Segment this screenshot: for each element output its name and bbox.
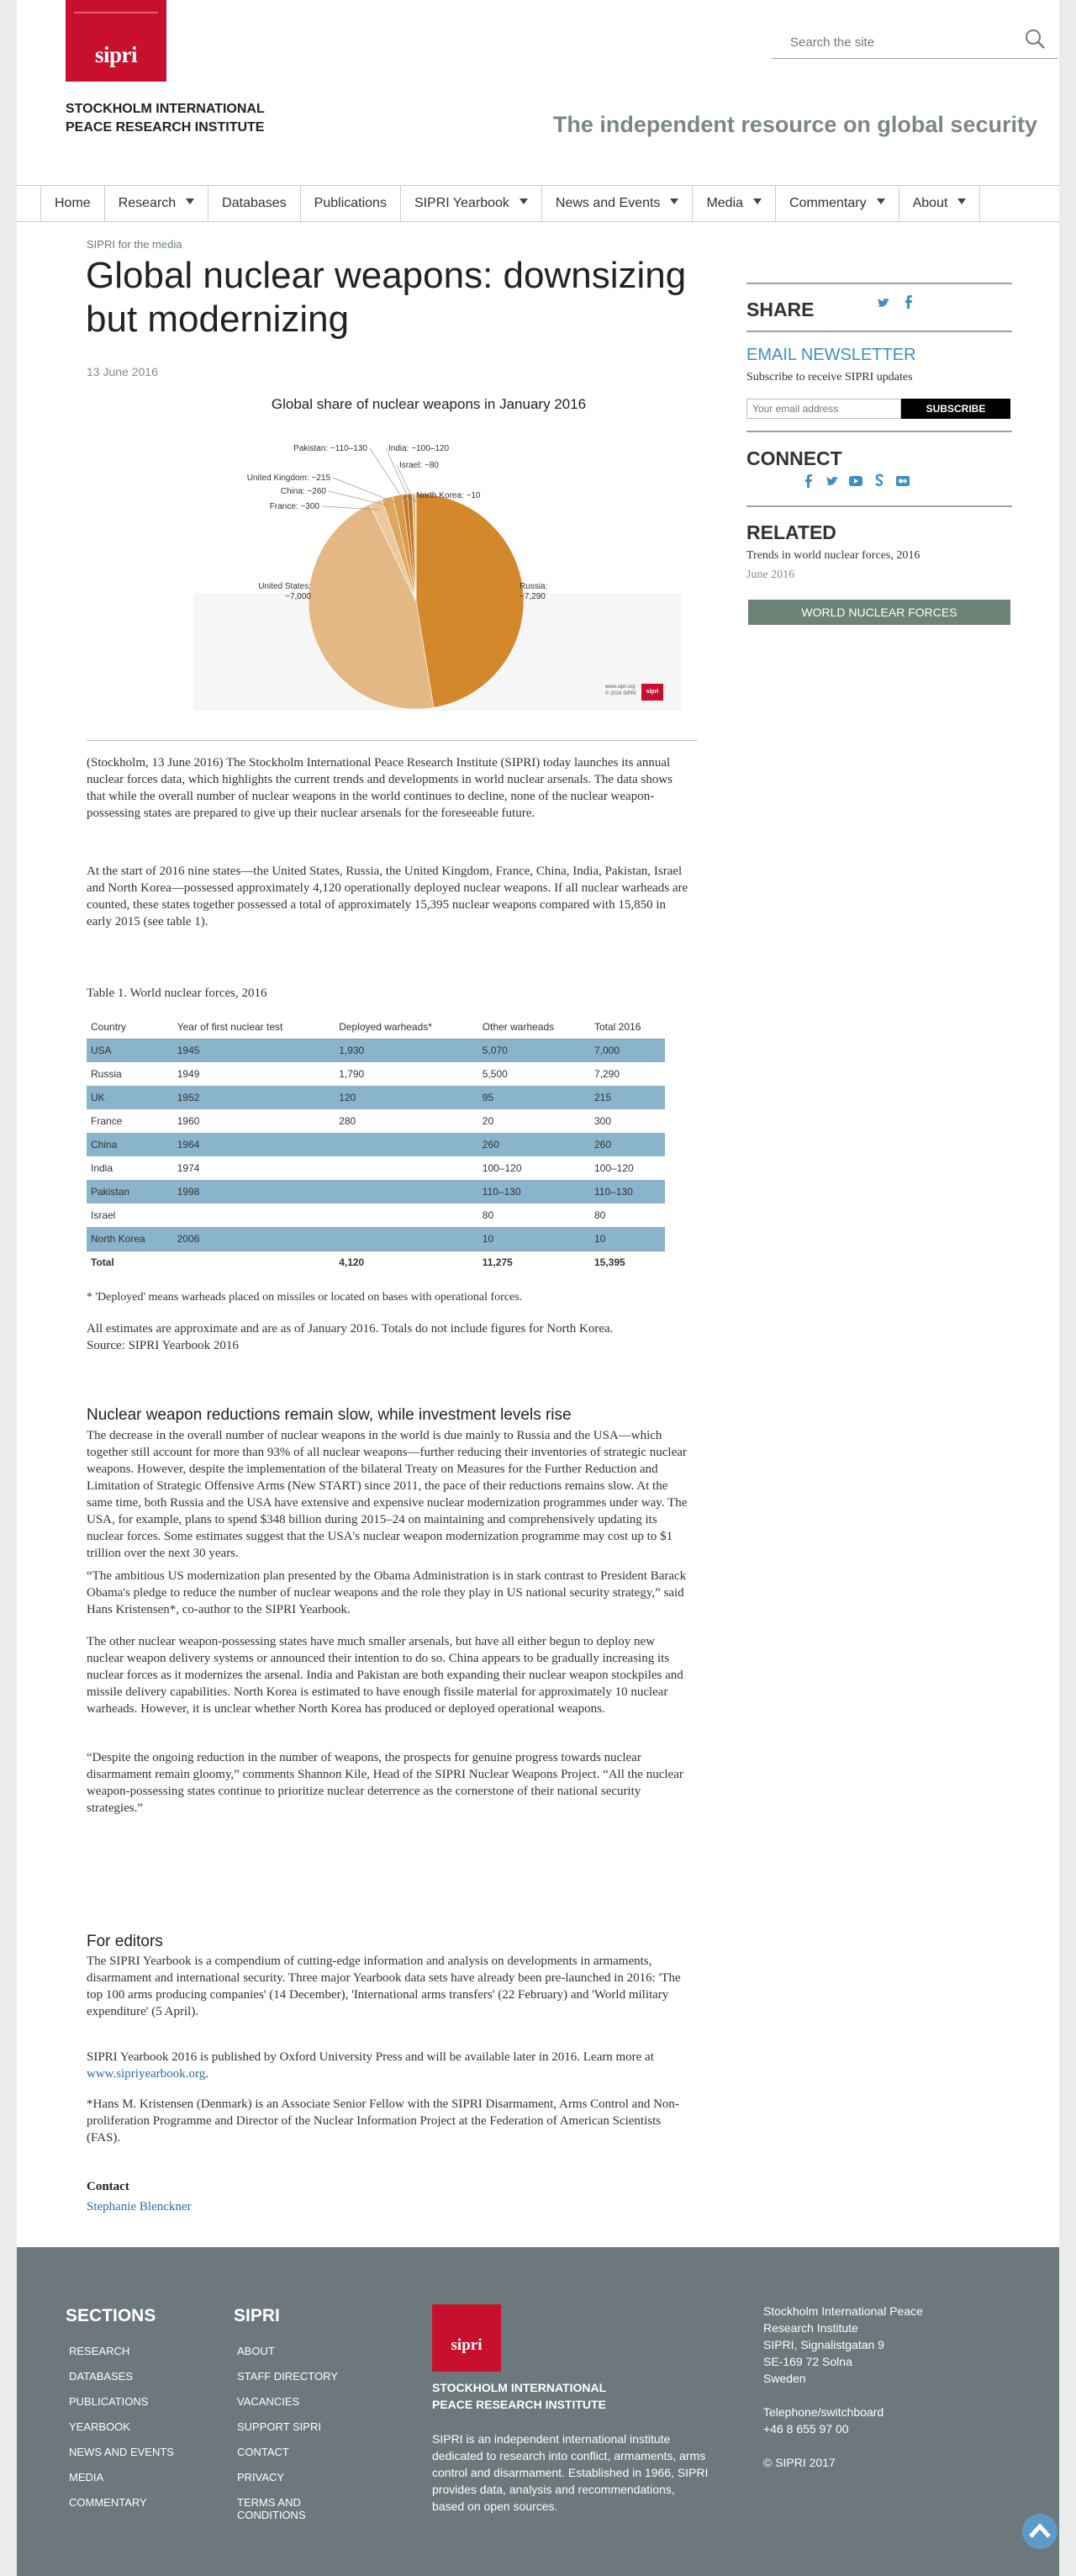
estimates-note bbox=[87, 1320, 692, 1354]
pie-label-name: Israel: ~80 bbox=[399, 461, 439, 470]
table-cell: Russia bbox=[91, 1068, 122, 1080]
pie-label-pakistan bbox=[293, 444, 367, 453]
footer-link[interactable]: NEWS AND EVENTS bbox=[69, 2446, 174, 2458]
nav-item-label: Media bbox=[706, 196, 744, 210]
share-rule bbox=[746, 283, 1012, 284]
table-row bbox=[87, 1039, 665, 1062]
pie-chart bbox=[177, 391, 699, 721]
copyright: © SIPRI 2017 bbox=[763, 2456, 836, 2469]
section-paragraph-4: “Despite the ongoing reduction in the number of weapons, the prospects for genuine progress towards nuclear disarmament remain gloomy,” comments Shannon Kile, Head of the SIPRI Nuclear Weapons Project. “All the nuclear weapon-possessing states continue to prioritize nuclear deterrence as the cornerstone of their national security strategies.” bbox=[87, 1751, 683, 1815]
article-date: 13 June 2016 bbox=[87, 365, 158, 378]
nav-item-news-and-events[interactable] bbox=[542, 186, 694, 221]
org-name-line1: STOCKHOLM INTERNATIONAL bbox=[66, 102, 265, 116]
logo-text: sipri bbox=[94, 42, 137, 67]
nav-item-label: Research bbox=[118, 196, 177, 210]
chart-logo: sipri bbox=[641, 684, 663, 701]
footer-link[interactable]: ABOUT bbox=[237, 2345, 275, 2357]
table-total-cell: 4,120 bbox=[335, 1251, 478, 1274]
footer-link[interactable]: RESEARCH bbox=[69, 2345, 130, 2357]
table-cell: France bbox=[91, 1115, 123, 1127]
intro-paragraph-1: (Stockholm, 13 June 2016) The Stockholm International Peace Research Institute (SIPRI) today launches its annual nuclear forces data, which highlights the current trends and developments in world nuclear arsenals. The data shows that while the overall number of nuclear weapons in the world continues to decline, none of the nuclear weapon-possessing states are prepared to give up their nuclear arsenals for the foreseeable future. bbox=[87, 756, 673, 820]
pie-label-name: Pakistan: ~110–130 bbox=[293, 444, 367, 453]
pie-label-united-states bbox=[258, 582, 311, 601]
nav-item-media[interactable] bbox=[693, 186, 776, 221]
address-line-5: Sweden bbox=[763, 2372, 806, 2385]
page-title: Global nuclear weapons: downsizing but modernizing bbox=[86, 255, 687, 340]
section-paragraph-2: “The ambitious US modernization plan presented by the Obama Administration is in stark contrast to President Barack Obama's pledge to reduce the number of nuclear weapons and the role they play in US national security strategy,” said Hans Kristensen*, co-author to the SIPRI Yearbook. bbox=[87, 1569, 687, 1616]
table-cell: 260 bbox=[478, 1133, 590, 1156]
nuclear-forces-table bbox=[87, 1016, 665, 1274]
main-nav bbox=[17, 185, 1059, 222]
breadcrumb[interactable]: SIPRI for the media bbox=[87, 238, 182, 251]
footer-link[interactable]: STAFF DIRECTORY bbox=[237, 2370, 338, 2383]
related-rule bbox=[746, 505, 1012, 507]
table-cell: 1949 bbox=[177, 1068, 200, 1080]
pie-slice-russia bbox=[416, 494, 524, 707]
chart-source-url: www.sipri.org bbox=[605, 685, 636, 690]
page bbox=[17, 0, 1059, 2576]
nav-item-label: SIPRI Yearbook bbox=[414, 196, 509, 210]
table-cell: UK bbox=[87, 1086, 173, 1109]
table-cell bbox=[335, 1133, 478, 1156]
table-header-cell: Year of first nuclear test bbox=[173, 1016, 335, 1039]
newsletter-heading: EMAIL NEWSLETTER bbox=[746, 346, 916, 364]
nav-item-label: Commentary bbox=[789, 196, 867, 210]
footer-link[interactable]: PRIVACY bbox=[237, 2471, 285, 2483]
table-row bbox=[87, 1156, 665, 1180]
section-heading: Nuclear weapon reductions remain slow, while investment levels rise bbox=[87, 1406, 572, 1424]
table-cell: Pakistan bbox=[87, 1180, 173, 1203]
nav-list bbox=[40, 186, 980, 221]
table-cell: 20 bbox=[482, 1115, 494, 1127]
footer-link[interactable]: YEARBOOK bbox=[69, 2420, 130, 2433]
table-cell: 1974 bbox=[177, 1162, 200, 1174]
connect-heading: CONNECT bbox=[746, 447, 842, 469]
intro-paragraph-2: At the start of 2016 nine states—the United States, Russia, the United Kingdom, France, China, India, Pakistan, Israel and North Korea—possessed approximately 4,120 operationally deployed nuclear weapons. If all nuclear warheads are counted, these states together possessed a total of approximately 15,395 nuclear weapons compared with 15,850 in early 2015 (see table 1). bbox=[87, 865, 688, 928]
logo-rule bbox=[74, 12, 158, 13]
table-cell bbox=[335, 1156, 478, 1180]
sections-heading: SECTIONS bbox=[66, 2306, 156, 2325]
caret-down-icon bbox=[877, 198, 885, 204]
youtube-icon[interactable] bbox=[848, 473, 863, 489]
table-cell: 1964 bbox=[173, 1133, 335, 1156]
editors-paragraph-3: *Hans M. Kristensen (Denmark) is an Associate Senior Fellow with the SIPRI Disarmament, Arms Control and Non-proliferation Programme and Director of the Nuclear Information Project at the Federation of American Scientists (FAS). bbox=[87, 2097, 679, 2145]
nav-item-publications[interactable] bbox=[301, 186, 401, 221]
footer-link[interactable]: DATABASES bbox=[69, 2370, 134, 2383]
table-cell: USA bbox=[87, 1039, 173, 1062]
related-date: June 2016 bbox=[746, 569, 795, 581]
subscribe-button[interactable]: SUBSCRIBE bbox=[901, 399, 1010, 419]
nav-item-databases[interactable] bbox=[208, 186, 301, 221]
sipri-heading: SIPRI bbox=[234, 2306, 280, 2325]
address-line-4: SE-169 72 Solna bbox=[763, 2355, 852, 2368]
pie-label-name: India: ~100–120 bbox=[388, 444, 450, 453]
footer-link[interactable]: CONTACT bbox=[237, 2446, 289, 2458]
table-header-cell: Total 2016 bbox=[590, 1016, 665, 1039]
table-cell: 110–130 bbox=[478, 1180, 590, 1203]
twitter-icon[interactable] bbox=[825, 473, 840, 489]
pie-label-france bbox=[270, 502, 320, 511]
table-cell: Israel bbox=[91, 1209, 116, 1221]
table-caption: Table 1. World nuclear forces, 2016 bbox=[87, 986, 267, 1000]
caret-down-icon bbox=[753, 198, 762, 204]
newsletter-text: Subscribe to receive SIPRI updates bbox=[746, 371, 913, 383]
table-cell: 80 bbox=[482, 1209, 494, 1221]
table-cell: 1945 bbox=[173, 1039, 335, 1062]
search-icon[interactable] bbox=[1022, 27, 1049, 54]
table-cell: 110–130 bbox=[590, 1180, 665, 1203]
label-leader-line bbox=[386, 448, 410, 502]
related-title[interactable]: Trends in world nuclear forces, 2016 bbox=[746, 549, 920, 562]
newsletter-rule bbox=[746, 331, 1012, 332]
table-header-row bbox=[87, 1016, 665, 1039]
label-leader-line bbox=[329, 491, 389, 506]
pie-label-india bbox=[388, 444, 449, 453]
footer bbox=[17, 2247, 1059, 2576]
caret-down-icon bbox=[670, 198, 678, 204]
footer-org-line1: STOCKHOLM INTERNATIONAL bbox=[432, 2381, 607, 2394]
footer-contact bbox=[763, 2303, 948, 2471]
pie-label-value: ~7,290 bbox=[520, 592, 546, 601]
table-total-row bbox=[87, 1251, 665, 1274]
footer-org-name bbox=[432, 2379, 606, 2413]
caret-down-icon bbox=[520, 198, 528, 204]
table-cell: 215 bbox=[590, 1086, 665, 1109]
table-row bbox=[87, 1109, 665, 1133]
estimates-line-1: All estimates are approximate and are as of January 2016. Totals do not include figures for North Korea. bbox=[87, 1322, 614, 1336]
slideshare-icon[interactable] bbox=[872, 473, 887, 489]
facebook-icon[interactable] bbox=[901, 294, 916, 309]
table-row bbox=[87, 1133, 665, 1156]
nav-item-label: Home bbox=[55, 196, 91, 210]
footer-org-line2: PEACE RESEARCH INSTITUTE bbox=[432, 2398, 606, 2411]
table-header-cell: Deployed warheads* bbox=[335, 1016, 478, 1039]
table-footnote: * 'Deployed' means warheads placed on missiles or located on bases with operational forces. bbox=[87, 1291, 523, 1304]
table-cell bbox=[335, 1203, 478, 1227]
pie-label-israel bbox=[399, 461, 439, 470]
pie-label-name: China: ~260 bbox=[280, 487, 326, 496]
chart-source-copyright: © 2016 SIPRI bbox=[605, 691, 636, 696]
table-cell: 100–120 bbox=[482, 1162, 522, 1174]
pie-label-north-korea bbox=[416, 491, 481, 500]
table-cell bbox=[173, 1203, 335, 1227]
org-name bbox=[66, 100, 265, 137]
table-cell: 1,790 bbox=[339, 1068, 365, 1080]
section-paragraph-3: The other nuclear weapon-possessing states have much smaller arsenals, but have all either begun to deploy new nuclear weapon delivery systems or announced their intention to do so. China appears to be gradually increasing its nuclear forces as it modernizes the arsenal. India and Pakistan are both expanding their nuclear weapon stockpiles and missile delivery capabilities. North Korea is estimated to have enough fissile material for approximately 10 nuclear warheads. However, it is unclear whether North Korea has produced or deployed operational weapons. bbox=[87, 1635, 683, 1716]
footer-link[interactable]: COMMENTARY bbox=[69, 2496, 147, 2509]
table-cell bbox=[335, 1227, 478, 1251]
address-line-1: Stockholm International Peace bbox=[763, 2304, 923, 2318]
editors-paragraph-2-text: SIPRI Yearbook 2016 is published by Oxford University Press and will be available later in 2016. Learn more at bbox=[87, 2050, 654, 2064]
sipri-links-list bbox=[237, 2338, 355, 2527]
nav-item-research[interactable] bbox=[105, 186, 208, 221]
nav-item-label: News and Events bbox=[555, 196, 661, 210]
table-total-cell: Total bbox=[87, 1251, 173, 1274]
pie-label-value: ~7,000 bbox=[285, 592, 311, 601]
search-input[interactable] bbox=[790, 30, 1017, 54]
pie-label-name: North Korea: ~10 bbox=[416, 491, 481, 500]
table-cell: 100–120 bbox=[593, 1162, 634, 1174]
pie-label-name: France: ~300 bbox=[269, 502, 319, 511]
chart-source bbox=[605, 684, 636, 697]
editors-paragraph-1: The SIPRI Yearbook is a compendium of cutting-edge information and analysis on developments in armaments, disarmament and international security. Three major Yearbook data sets have already been pre-launched in 2016: 'The top 100 arms producing companies' (14 December), 'International arms transfers' (22 February) and 'World military expenditure' (5 April). bbox=[87, 1954, 681, 2018]
search-box bbox=[772, 25, 1058, 59]
footer-link[interactable]: MEDIA bbox=[69, 2471, 104, 2483]
nav-item-label: Publications bbox=[314, 196, 387, 210]
flickr-icon[interactable] bbox=[895, 473, 910, 489]
table-cell: 1960 bbox=[177, 1115, 200, 1127]
table-cell: 120 bbox=[335, 1086, 478, 1109]
scroll-to-top-icon[interactable] bbox=[1021, 2513, 1058, 2550]
pie-label-united-kingdom bbox=[247, 473, 331, 483]
pie-label-russia bbox=[520, 582, 547, 601]
table-total-cell: 11,275 bbox=[478, 1251, 590, 1274]
footer-link[interactable]: SUPPORT SIPRI bbox=[237, 2420, 321, 2433]
section-paragraph-1: The decrease in the overall number of nuclear weapons in the world is due mainly to Russia and the USA—which together still account for more than 93% of all nuclear weapons—further reducing their inventories of strategic nuclear weapons. However, despite the implementation of the bilateral Treaty on Measures for the Further Reduction and Limitation of Strategic Offensive Arms (New START) since 2011, the pace of their reductions remains slow. At the same time, both Russia and the USA have extensive and expensive nuclear modernization programmes under way. The USA, for example, plans to spend $348 billion during 2015–24 on maintaining and comprehensively updating its nuclear forces. Some estimates suggest that the USA's nuclear weapon modernization programme may cost up to $1 trillion over the next 30 years. bbox=[87, 1429, 688, 1560]
sections-list bbox=[69, 2338, 187, 2515]
share-heading: SHARE bbox=[746, 299, 815, 320]
table-cell: 5,500 bbox=[482, 1068, 508, 1080]
nav-item-commentary[interactable] bbox=[776, 186, 899, 221]
table-cell: India bbox=[91, 1162, 113, 1174]
table-cell: 1998 bbox=[173, 1180, 335, 1203]
footer-description: SIPRI is an independent international institute dedicated to research into conflict, armaments, arms control and disarmament. Established in 1966, SIPRI provides data, analysis and recommendations, based on open sources. bbox=[432, 2432, 709, 2513]
table-row bbox=[87, 1062, 665, 1086]
table-cell: 10 bbox=[590, 1227, 665, 1251]
pie-label-china bbox=[281, 487, 327, 496]
caret-down-icon bbox=[186, 198, 194, 204]
table-row bbox=[87, 1180, 665, 1203]
footer-link[interactable]: PUBLICATIONS bbox=[69, 2395, 149, 2408]
table-total-cell bbox=[173, 1251, 335, 1274]
editors-heading: For editors bbox=[87, 1933, 163, 1950]
nav-item-label: Databases bbox=[222, 196, 287, 210]
table-row bbox=[87, 1086, 665, 1109]
nav-item-label: About bbox=[912, 196, 948, 210]
pie-label-name: United States: bbox=[258, 582, 311, 591]
footer-logo-text: sipri bbox=[451, 2336, 483, 2354]
nav-item-about[interactable] bbox=[899, 186, 981, 221]
footer-link[interactable]: TERMS AND CONDITIONS bbox=[237, 2496, 306, 2521]
org-name-line2: PEACE RESEARCH INSTITUTE bbox=[66, 120, 265, 135]
table-cell: 1,930 bbox=[335, 1039, 478, 1062]
yearbook-link[interactable]: www.sipriyearbook.org bbox=[87, 2067, 206, 2081]
footer-logo[interactable] bbox=[432, 2304, 501, 2372]
facebook-icon[interactable] bbox=[801, 473, 816, 489]
tagline: The independent resource on global security bbox=[552, 112, 1037, 137]
pie-label-name: Russia: bbox=[520, 582, 548, 591]
world-nuclear-forces-button[interactable]: WORLD NUCLEAR FORCES bbox=[748, 600, 1010, 625]
table-row bbox=[87, 1227, 665, 1251]
table-header-cell: Other warheads bbox=[478, 1016, 590, 1039]
nav-item-home[interactable] bbox=[41, 186, 105, 221]
email-field[interactable] bbox=[746, 399, 901, 419]
editors-paragraph-2-end: . bbox=[205, 2067, 208, 2081]
table-cell: 7,000 bbox=[590, 1039, 665, 1062]
phone-label: Telephone/switchboard bbox=[763, 2405, 884, 2419]
table-cell: 7,290 bbox=[593, 1068, 620, 1080]
address-line-3: SIPRI, Signalistgatan 9 bbox=[763, 2338, 884, 2351]
divider bbox=[87, 740, 698, 741]
table-row bbox=[87, 1203, 665, 1227]
table-header-cell: Country bbox=[87, 1016, 173, 1039]
twitter-icon[interactable] bbox=[876, 295, 891, 310]
table-cell: North Korea bbox=[87, 1227, 173, 1251]
footer-link[interactable]: VACANCIES bbox=[237, 2395, 300, 2408]
table-body bbox=[87, 1039, 665, 1274]
phone-number: +46 8 655 97 00 bbox=[763, 2422, 849, 2436]
table-cell: 1952 bbox=[173, 1086, 335, 1109]
address-line-2: Research Institute bbox=[763, 2321, 858, 2335]
chart-title: Global share of nuclear weapons in January 2016 bbox=[271, 396, 587, 412]
editors-paragraph-2 bbox=[87, 2049, 692, 2082]
estimates-line-2: Source: SIPRI Yearbook 2016 bbox=[87, 1339, 239, 1352]
table-cell: 10 bbox=[478, 1227, 590, 1251]
table-cell: China bbox=[87, 1133, 173, 1156]
pie-label-name: United Kingdom: ~215 bbox=[246, 473, 330, 483]
contact-heading: Contact bbox=[87, 2180, 129, 2193]
related-heading: RELATED bbox=[746, 521, 836, 543]
table-cell: 80 bbox=[593, 1209, 606, 1221]
sipri-logo[interactable] bbox=[66, 0, 166, 82]
caret-down-icon bbox=[957, 198, 966, 204]
contact-link[interactable]: Stephanie Blenckner bbox=[87, 2200, 192, 2214]
table-cell: 5,070 bbox=[478, 1039, 590, 1062]
table-cell: 300 bbox=[593, 1115, 612, 1127]
table-total-cell: 15,395 bbox=[590, 1251, 665, 1274]
connect-rule bbox=[746, 431, 1012, 432]
table-cell: 260 bbox=[590, 1133, 665, 1156]
pie-svg bbox=[177, 391, 699, 721]
table-cell: 95 bbox=[478, 1086, 590, 1109]
nav-item-sipri-yearbook[interactable] bbox=[401, 186, 542, 221]
table-cell: 2006 bbox=[173, 1227, 335, 1251]
table-cell: 280 bbox=[339, 1115, 356, 1127]
table-cell bbox=[335, 1180, 478, 1203]
